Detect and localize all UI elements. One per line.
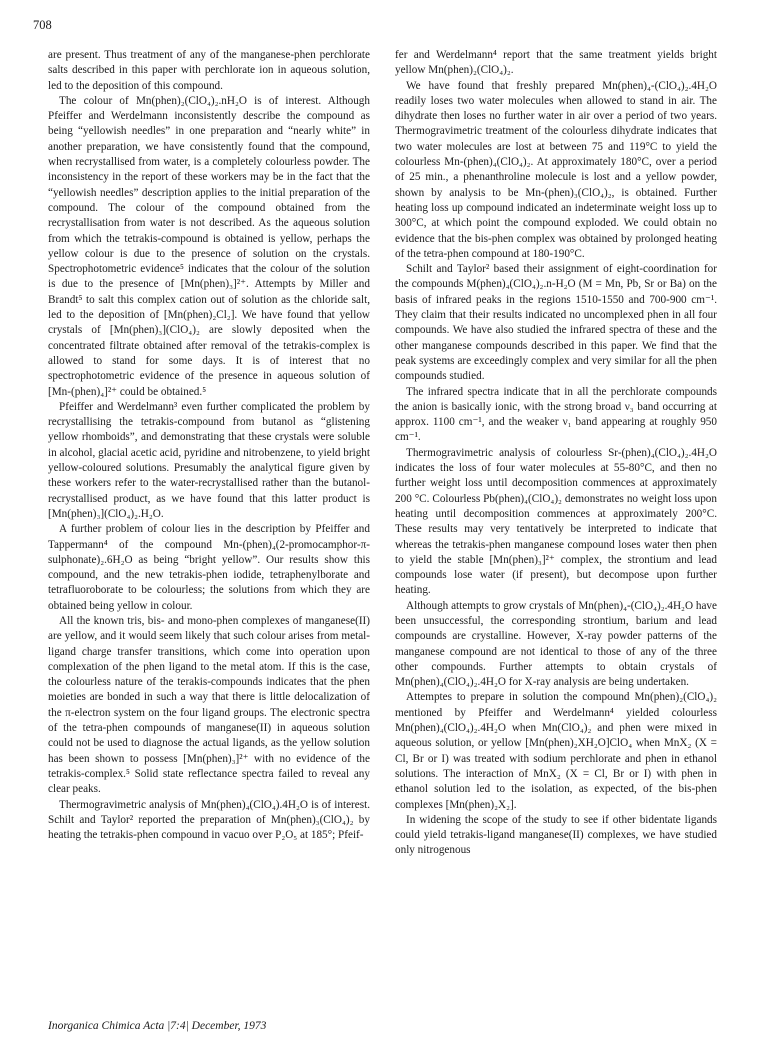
paragraph: In widening the scope of the study to see if other bidentate ligands could yield tetrakis-ligand manganese(II) complexes, we have studied only nitrogenous bbox=[395, 813, 717, 857]
paragraph: Although attempts to grow crystals of Mn(phen)₄-(ClO₄)₂.4H₂O have been unsuccessful, the corresponding strontium, barium and lead compounds are crystalline. However, X-ray powder patterns of the manganese compound are not identical to those of any of the three other compounds. Further attempts to obtain crystals of Mn(phen)₄(ClO₄)₂.4H₂O for X-ray analysis are being undertaken. bbox=[395, 599, 717, 689]
paragraph: Attemptes to prepare in solution the compound Mn(phen)₂(ClO₄)₂ mentioned by Pfeiffer and Werdelmann⁴ yielded colourless Mn(phen)₄(ClO₄)₂.4H₂O when Mn(ClO₄)₂ and phen were mixed in aqueous solution, or yellow [Mn(phen)₂XH₂O]ClO₄ when MnX₂ (X = Cl, Br or I) was treated with sodium perchlorate and phen in ethanol solutions. The interaction of MnX₂ (X = Cl, Br or I) with phen in ethanol solution led to the isolation, as expected, of the bis-phen complexes [Mn(phen)₂X₂]. bbox=[395, 691, 717, 811]
left-column bbox=[48, 48, 370, 843]
paragraph: Thermogravimetric analysis of Mn(phen)₄(ClO₄).4H₂O is of interest. Schilt and Taylor² reported the preparation of Mn(phen)₃(ClO₄)₂ by heating the tetrakis-phen compound in vacuo over P₂O₅ at 185°; Pfeif- bbox=[48, 798, 370, 842]
paragraph: The colour of Mn(phen)₂(ClO₄)₂.nH₂O is of interest. Although Pfeiffer and Werdelmann inconsistently describe the compound as being “yellowish needles” in one preparation and “nearly white” in another preparation, we have consistently found that the compound, when recrystallised from water, is a completely colourless powder. The inconsistency in the report of these workers may be in the fact that the “yellowish needles” description applies to the initial preparation of the compound. The colour of the compound obtained from the recrystallisation from water is not described. As the aqueous solution from which the tetrakis-compound is obtained is yellow, perhaps the yellow colour is due to the presence of solution on the crystals. Spectrophotometric evidence⁵ indicates that the colour of the solution is due to the presence of [Mn(phen)₃]²⁺. Attempts by Miller and Brandt⁵ to salt this complex cation out of solution as the chloride salt, led to the deposition of [Mn(phen)₂Cl₂]. We have found that yellow crystals of [Mn(phen)₃](ClO₄)₂ are slowly deposited when the concentrated filtrate obtained after removal of the tetrakis-complex is allowed to stand for some days. It is of interest that no spectrophotometric evidence of the presence in aqueous solution of [Mn-(phen)₄]²⁺ could be obtained.⁵ bbox=[48, 94, 370, 398]
paragraph: All the known tris, bis- and mono-phen complexes of manganese(II) are yellow, and it would seem likely that such colour arises from metal-ligand charge transfer transitions, which come into operation upon complexation of the phen ligand to the metal atom. If this is the case, the colourless nature of the terakis-compounds indicates that the phen moieties are bonded in such a way that there is little delocalization of the π-electron system on the four ligand groups. The electronic spectra of the tetra-phen compounds of manganese(II) in aqueous solution could not be used to diagnose the actual ligands, as the yellow solution has been shown to possess [Mn(phen)₃]²⁺ with no evidence of the tetrakis-complex.⁵ Solid state reflectance spectra failed to reveal any clear peaks. bbox=[48, 614, 370, 796]
paragraph: Schilt and Taylor² based their assignment of eight-coordination for the compounds M(phen)₄(ClO₄)₂.n-H₂O (M = Mn, Pb, Sr or Ba) on the basis of infrared peaks in the regions 1510-1550 and 700-900 cm⁻¹. They claim that their results indicated no uncomplexed phen in all four compounds. We have also studied the infrared spectra of these and the other manganese compounds described in this paper. We find that the peak systems are exceedingly complex and very similar for all the phen compounds studied. bbox=[395, 263, 717, 383]
paragraph: We have found that freshly prepared Mn(phen)₄-(ClO₄)₂.4H₂O readily loses two water molecules when allowed to stand in air. The dihydrate then loses no further water in air over a period of two years. Thermogravimetric treatment of the colourless dihydrate indicates that two water molecules are lost at between 75 and 119°C to yield the colourless Mn-(phen)₄(ClO₄)₂. At approximately 180°C, over a period of 25 min., a phenanthroline molecule is lost and a yellow powder, shown by analysis to be Mn-(phen)₃(ClO₄)₂, is obtained. Further heating loss up compound indicated an indeterminate weight loss up to 300°C, at which point the compound exploded. We could obtain no evidence that the bis-phen complex was obtained by prolonged heating of the tetra-phen compound at 180-190°C. bbox=[395, 79, 717, 260]
paragraph: Thermogravimetric analysis of colourless Sr-(phen)₄(ClO₄)₂.4H₂O indicates the loss of four water molecules at 55-80°C, and then no further weight loss until decomposition commences at approximately 200 °C. Colourless Pb(phen)₄(ClO₄)₂ demonstrates no weight loss upon heating until decomposition commences at approximately 200°C. These results may very tentatively be interpreted to indicate that whereas the tetrakis-phen manganese compound loses water then phen to yield the stable [Mn(phen)₃]²⁺ complex, the strontium and lead compounds lose water (if present), but decompose upon further heating. bbox=[395, 446, 717, 597]
paragraph: are present. Thus treatment of any of the manganese-phen perchlorate salts described in this paper with perchlorate ion in aqueous solution, led to the deposition of this compound. bbox=[48, 49, 370, 92]
paragraph: A further problem of colour lies in the description by Pfeiffer and Tappermann⁴ of the compound Mn-(phen)₄(2-promocamphor-π-sulphonate)₂.6H₂O as being “bright yellow”. Our results show this compound, and the new tetrakis-phen iodide, tetraphenylborate and tetrafluoroborate to be colourless; the solutions from which they are obtained being yellow in colour. bbox=[48, 523, 370, 612]
right-column bbox=[395, 48, 717, 859]
page-number: 708 bbox=[33, 18, 52, 32]
paragraph: The infrared spectra indicate that in all the perchlorate compounds the anion is basically ionic, with the strong broad ν₃ band occurring at approx. 1100 cm⁻¹, and the weaker ν₁ band appearing at roughly 950 cm⁻¹. bbox=[395, 385, 717, 444]
journal-footer: Inorganica Chimica Acta |7:4| December, 1973 bbox=[48, 1020, 267, 1032]
paragraph: Pfeiffer and Werdelmann³ even further complicated the problem by recrystallising the tetrakis-compound from butanol as “glistening yellow rhomboids”, and demonstrating that these crystals were soluble in alcohol, glacial acetic acid, pyridine and nitrobenzene, to yield bright yellow-coloured solutions. Presumably the analytical figure given by these workers refer to the water-recrystallised rather than the butanol-recrystallised product, as we have found that this latter product is [Mn(phen)₃](ClO₄)₂.H₂O. bbox=[48, 400, 370, 520]
paragraph: fer and Werdelmann⁴ report that the same treatment yields bright yellow Mn(phen)₂(ClO₄)₂. bbox=[395, 49, 717, 77]
